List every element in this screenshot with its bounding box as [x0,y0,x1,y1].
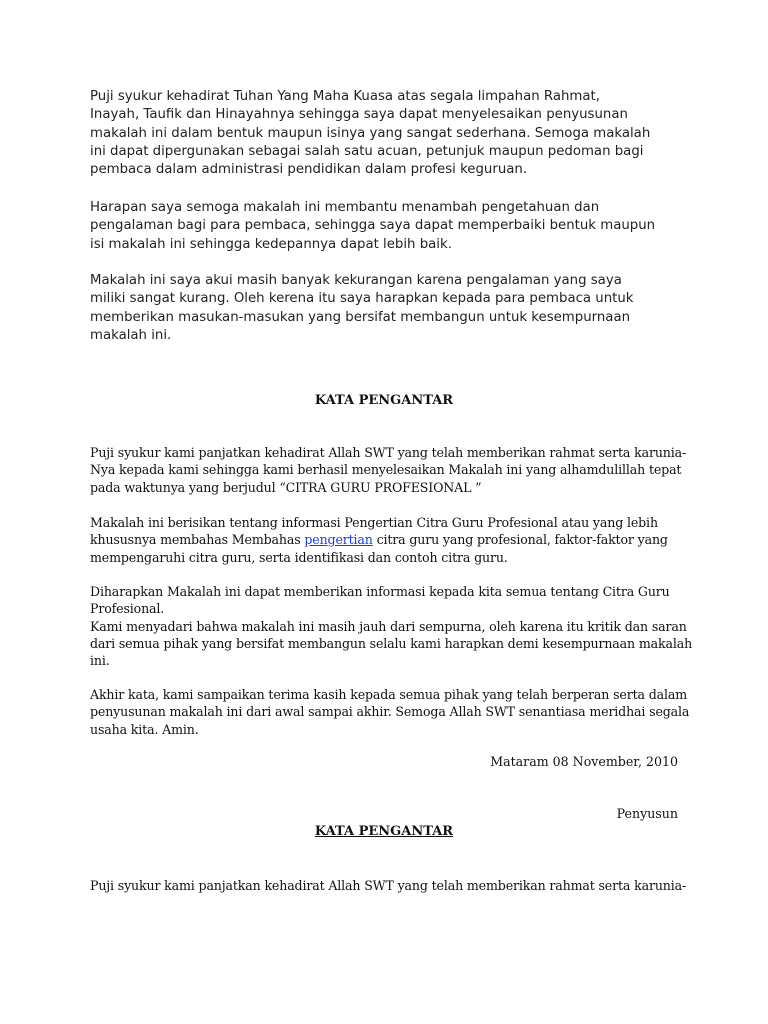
intro-paragraph-1 [90,88,690,179]
text-line: pada waktunya yang berjudul “CITRA GURU PROFESIONAL ” [90,479,482,495]
text-line: Puji syukur kami panjatkan kehadirat Allah SWT yang telah memberikan rahmat serta karunia- [90,445,687,460]
text-segment: citra guru yang profesional, faktor-faktor yang [372,532,668,548]
intro-paragraph-3 [90,272,690,345]
text-line: Makalah ini berisikan tentang informasi Pengertian Citra Guru Profesional atau yang lebih [90,515,658,530]
section-heading: KATA PENGANTAR [314,393,454,408]
text-line: Kami menyadari bahwa makalah ini masih jauh dari sempurna, oleh karena itu kritik dan saran [90,618,687,634]
text-line: usaha kita. Amin. [90,721,199,737]
preface-paragraph-4 [90,686,690,738]
text-line: mempengaruhi citra guru, serta identifikasi dan contoh citra guru. [90,549,508,565]
text-line: Makalah ini saya akui masih banyak kekurangan karena pengalaman yang saya [90,273,622,288]
text-line: Puji syukur kehadirat Tuhan Yang Maha Kuasa atas segala limpahan Rahmat, [90,89,600,104]
text-line: ini. [90,653,110,669]
preface-repeat-paragraph [90,877,687,894]
intro-paragraph-2 [90,199,690,254]
text-line: memberikan masukan-masukan yang bersifat membangun untuk kesempurnaan [90,309,631,325]
preface-paragraph-2 [90,514,682,566]
section-heading-underlined [0,824,768,839]
text-line: dari semua pihak yang bersifat membangun selalu kami harapkan demi kesempurnaan makalah [90,635,693,651]
text-line: Profesional. [90,601,165,617]
text-line: Diharapkan Makalah ini dapat memberikan informasi kepada kita semua tentang Citra Guru [90,584,670,599]
text-line: makalah ini. [90,327,172,343]
author-signature: Penyusun [616,806,678,821]
place-date: Mataram 08 November, 2010 [490,754,678,769]
text-line: ini dapat dipergunakan sebagai salah satu acuan, petunjuk maupun pedoman bagi [90,143,644,159]
text-line: isi makalah ini sehingga kedepannya dapat lebih baik. [90,236,452,252]
pengertian-link[interactable]: pengertian [304,532,373,548]
text-line: pembaca dalam administrasi pendidikan dalam profesi keguruan. [90,162,528,178]
text-line: makalah ini dalam bentuk maupun isinya yang sangat sederhana. Semoga makalah [90,125,651,141]
text-line: Inayah, Taufik dan Hinayahnya sehingga saya dapat menyelesaikan penyusunan [90,107,628,123]
text-line: Harapan saya semoga makalah ini membantu menambah pengetahuan dan [90,200,600,215]
text-line: Nya kepada kami sehingga kami berhasil menyelesaikan Makalah ini yang alhamdulillah tepat [90,462,682,478]
text-line: miliki sangat kurang. Oleh kerena itu saya harapkan kepada para pembaca untuk [90,291,634,307]
text-line-with-link [90,531,682,548]
text-segment: khususnya membahas Membahas [90,532,305,548]
text-line: pengalaman bagi para pembaca, sehingga saya dapat memperbaiki bentuk maupun [90,218,656,234]
heading-text: KATA PENGANTAR [314,824,454,839]
text-line: Akhir kata, kami sampaikan terima kasih kepada semua pihak yang telah berperan serta dalam [90,687,688,702]
text-line: penyusunan makalah ini dari awal sampai akhir. Semoga Allah SWT senantiasa meridhai segala [90,704,690,720]
text-line: Puji syukur kami panjatkan kehadirat Allah SWT yang telah memberikan rahmat serta karunia- [90,878,687,893]
preface-paragraph-1 [90,444,687,496]
preface-paragraph-3 [90,583,693,669]
